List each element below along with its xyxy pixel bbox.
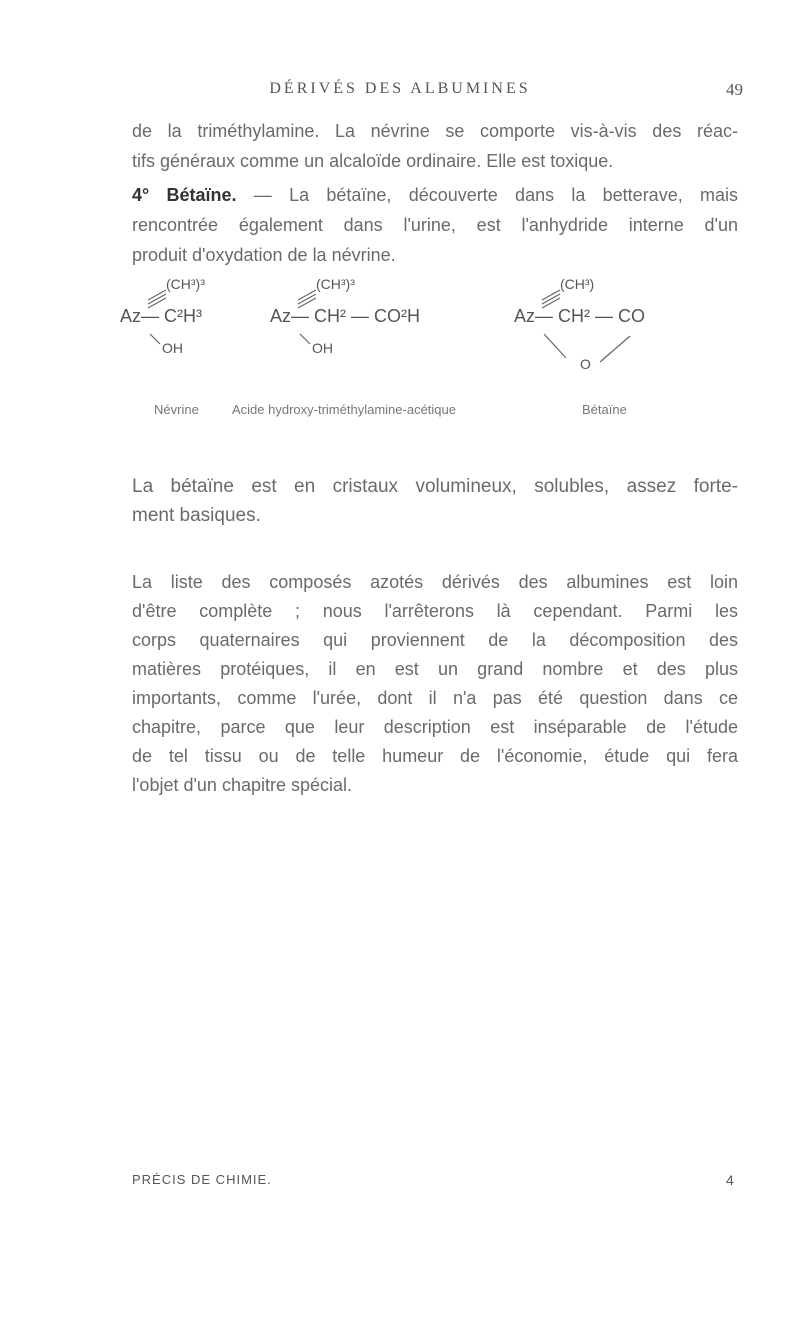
- paragraph-trimethylamine: [132, 116, 738, 176]
- text-line: [132, 180, 738, 210]
- bond-line: [150, 334, 160, 344]
- paragraph-betaine-intro: [132, 180, 738, 270]
- bond-line: [300, 334, 310, 344]
- text-line: d'être complète ; nous l'arrêterons là cependant. Parmi les: [132, 601, 738, 621]
- bond-line: [544, 334, 566, 358]
- formula-betaine-main: Az— CH² — CO: [514, 306, 646, 326]
- formula-nevrine-top: (CH³)³: [166, 276, 205, 292]
- text-line: La bétaïne est en cristaux volumineux, solubles, assez forte-: [132, 476, 738, 497]
- text-line: importants, comme l'urée, dont il n'a pas été question dans ce: [132, 688, 738, 708]
- footer-signature: 4: [726, 1172, 734, 1188]
- caption-nevrine: Névrine: [154, 402, 199, 417]
- text-line: chapitre, parce que leur description est inséparable de l'étude: [132, 717, 738, 737]
- formula-acid-oh: OH: [312, 340, 333, 356]
- page-number: 49: [726, 80, 743, 99]
- paragraph-compounds-list: [132, 568, 738, 800]
- text-line: de tel tissu ou de telle humeur de l'économie, étude qui fera: [132, 746, 738, 766]
- formula-acid-main: Az— CH² — CO²H: [270, 306, 420, 326]
- caption-acid: Acide hydroxy-triméthylamine-acétique: [232, 402, 456, 417]
- text-line: de la triméthylamine. La névrine se comporte vis-à-vis des réac-: [132, 121, 738, 141]
- paragraph-betaine-crystals: [132, 472, 738, 530]
- running-title: DÉRIVÉS DES ALBUMINES: [269, 80, 531, 97]
- formula-acid-top: (CH³)³: [316, 276, 355, 292]
- structural-formulas: [120, 276, 760, 426]
- text-line: ment basiques.: [132, 505, 261, 526]
- text-line: tifs généraux comme un alcaloïde ordinaire. Elle est toxique.: [132, 151, 614, 171]
- formula-nevrine-main: Az— C²H³: [120, 306, 202, 326]
- text-line: La liste des composés azotés dérivés des albumines est loin: [132, 572, 738, 592]
- text-line: matières protéiques, il en est un grand nombre et des plus: [132, 659, 738, 679]
- footer-book-title: PRÉCIS DE CHIMIE.: [132, 1172, 272, 1187]
- page-footer: [0, 1172, 800, 1192]
- page-header: [0, 80, 800, 104]
- formula-betaine-top: (CH³): [560, 276, 595, 292]
- text-line: l'objet d'un chapitre spécial.: [132, 775, 353, 795]
- formula-betaine-oxygen: O: [580, 356, 591, 372]
- text-fragment: — La bétaïne, découverte dans la betterave, mais: [236, 185, 738, 205]
- section-heading: 4° Bétaïne.: [132, 185, 237, 205]
- text-line: corps quaternaires qui proviennent de la décomposition des: [132, 630, 738, 650]
- caption-betaine: Bétaïne: [582, 402, 627, 417]
- bond-line: [600, 336, 630, 362]
- formula-nevrine-oh: OH: [162, 340, 183, 356]
- text-line: produit d'oxydation de la névrine.: [132, 245, 396, 265]
- text-line: rencontrée également dans l'urine, est l'anhydride interne d'un: [132, 215, 738, 235]
